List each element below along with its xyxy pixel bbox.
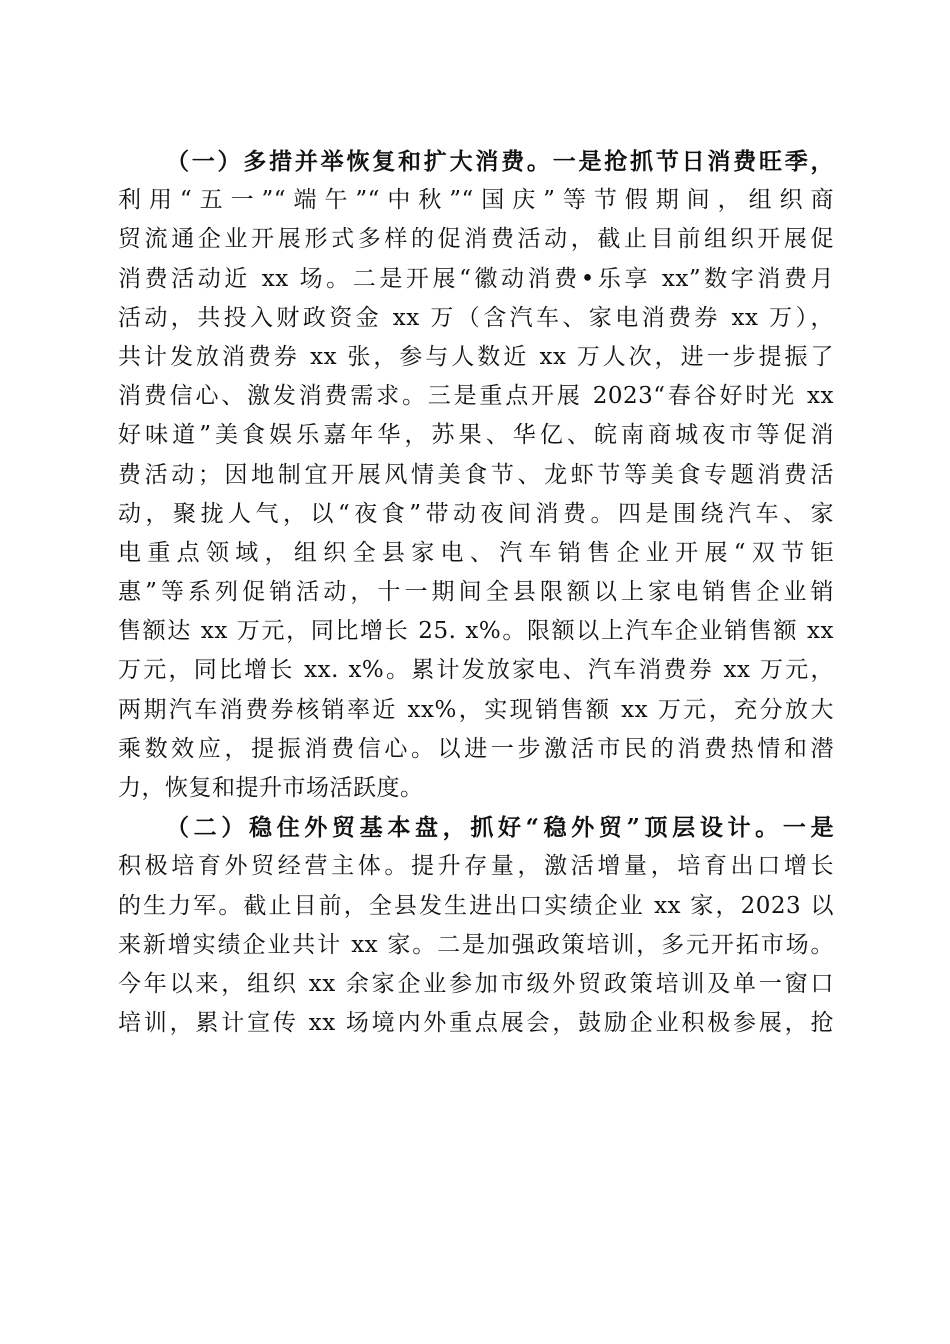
paragraph-line: 好味道”美食娱乐嘉年华，苏果、华亿、皖南商城夜市等促消 (118, 422, 834, 449)
paragraph-line: 两期汽车消费券核销率近 xx%，实现销售额 xx 万元，充分放大 (118, 696, 834, 723)
paragraph-line: 的生力军。截止目前，全县发生进出口实绩企业 xx 家，2023 以 (118, 892, 834, 919)
paragraph-line: 消费活动近 xx 场。二是开展“徽动消费•乐享 xx”数字消费月 (118, 265, 834, 292)
paragraph-consumption (118, 142, 834, 808)
paragraph-line: 利用“五一”“端午”“中秋”“国庆”等节假期间，组织商 (118, 187, 834, 214)
paragraph-line: 积极培育外贸经营主体。提升存量，激活增量，培育出口增长 (118, 853, 834, 880)
paragraph-line: 消费信心、激发消费需求。三是重点开展 2023“春谷好时光 xx (118, 383, 834, 410)
paragraph-line: 费活动；因地制宜开展风情美食节、龙虾节等美食专题消费活 (118, 461, 834, 488)
paragraph-line: 贸流通企业开展形式多样的促消费活动，截止目前组织开展促 (118, 226, 834, 253)
paragraph-line: 万元，同比增长 xx. x%。累计发放家电、汽车消费券 xx 万元， (118, 657, 834, 684)
paragraph-line: 力，恢复和提升市场活跃度。 (118, 775, 424, 801)
paragraph-line: 惠”等系列促销活动，十一期间全县限额以上家电销售企业销 (118, 579, 834, 606)
paragraph-line: 乘数效应，提振消费信心。以进一步激活市民的消费热情和潜 (118, 735, 834, 762)
paragraph-foreign-trade (118, 808, 834, 1043)
paragraph-line: （二）稳住外贸基本盘，抓好“稳外贸”顶层设计。一是 (166, 814, 834, 842)
paragraph-line: （一）多措并举恢复和扩大消费。一是抢抓节日消费旺季， (166, 148, 834, 175)
paragraph-line: 来新增实绩企业共计 xx 家。二是加强政策培训，多元开拓市场。 (118, 931, 834, 958)
paragraph-line: 活动，共投入财政资金 xx 万（含汽车、家电消费券 xx 万）， (118, 304, 834, 331)
document-body (118, 142, 834, 1043)
paragraph-line: 动，聚拢人气，以“夜食”带动夜间消费。四是围绕汽车、家 (118, 500, 834, 527)
paragraph-line: 今年以来，组织 xx 余家企业参加市级外贸政策培训及单一窗口 (118, 970, 834, 997)
paragraph-line: 售额达 xx 万元，同比增长 25. x%。限额以上汽车企业销售额 xx (118, 618, 834, 645)
paragraph-line: 电重点领域，组织全县家电、汽车销售企业开展“双节钜 (118, 539, 834, 566)
paragraph-line: 共计发放消费券 xx 张，参与人数近 xx 万人次，进一步提振了 (118, 343, 834, 370)
paragraph-line: 培训，累计宣传 xx 场境内外重点展会，鼓励企业积极参展，抢 (118, 1010, 834, 1037)
